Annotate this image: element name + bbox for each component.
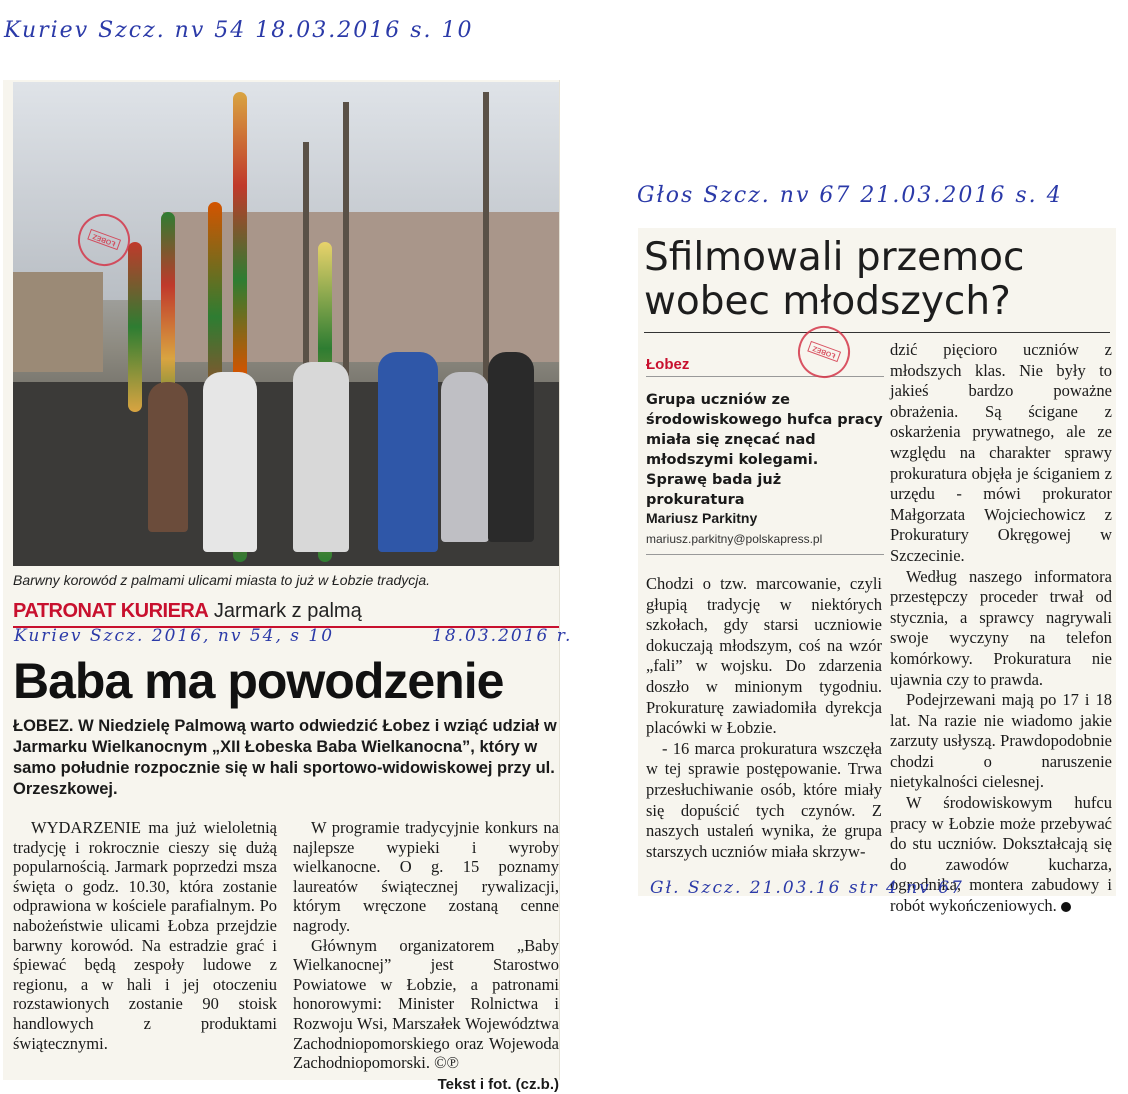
paragraph: dzić pięcioro uczniów z młodszych klas. Nie były to jakieś bardzo poważne obrażenia. Są ścigane z oskarżenia prywatnego, ale ze względu na charakter sprawy prokuratura objęła je ściganiem z urzędu - mówi prokurator Małgorzata Wojciechowicz z Prokuratury Okręgowej w Szczecinie. bbox=[890, 340, 1112, 565]
patronat-topic: Jarmark z palmą bbox=[208, 600, 362, 622]
clipping-glos bbox=[638, 228, 1116, 916]
clipping-kurier bbox=[3, 80, 560, 1093]
paragraph: Podejrzewani mają po 17 i 18 lat. Na razie nie wiadomo jakie zarzuty usłyszą. Prawdopodobnie chodzi o naruszenie nietykalności cielesnej. bbox=[890, 690, 1112, 792]
paragraph: W programie tradycyjnie konkurs na najlepsze wypieki i wyroby wielkanocne. O g. 15 poznamy laureatów świątecznej rywalizacji, którym wręczone zostaną cenne nagrody. bbox=[293, 818, 559, 935]
palm-procession-photo bbox=[13, 82, 559, 566]
paragraph bbox=[890, 793, 1112, 917]
paragraph-text: W środowiskowym hufcu pracy w Łobzie może przebywać do stu uczniów. Dokształcają się do zawodów kucharza, ogrodnika, montera zabudowy i robót wykończeniowych. bbox=[890, 793, 1112, 916]
author-name: Mariusz Parkitny bbox=[646, 510, 758, 526]
paragraph: Chodzi o tzw. marcowanie, czyli głupią tradycję w niektórych szkołach, gdy starsi uczniowie dokuczają młodszym, coś na wzór „fali” w wojsku. Do zdarzenia doszło w minionym tygodniu. Prokuraturę zawiadomiła dyrekcja placówki w Łobzie. bbox=[646, 574, 882, 738]
article-column bbox=[293, 818, 559, 1094]
handwritten-source-note: Głos Szcz. nv 67 21.03.2016 s. 4 bbox=[637, 183, 1063, 208]
article-column bbox=[890, 340, 1112, 917]
library-stamp: ŁOBEZ bbox=[71, 207, 138, 274]
divider bbox=[644, 332, 1110, 333]
paragraph: - 16 marca prokuratura wszczęła w tej sprawie postępowanie. Trwa przesłuchiwanie osób, które miały się dopuścić tych czynów. Z naszych ustaleń wynika, że grupa starszych uczniów miała skrzyw- bbox=[646, 738, 882, 861]
article-lead: ŁOBEZ. W Niedzielę Palmową warto odwiedzić Łobez i wziąć udział w Jarmarku Wielkanocnym „XII Łobeska Baba Wielkanocna”, który w samo południe rozpocznie się w hali sportowo-widowiskowej przy ul. Orzeszkowej. bbox=[13, 717, 557, 798]
author-email: mariusz.parkitny@polskapress.pl bbox=[646, 532, 823, 546]
section-label: Łobez bbox=[646, 356, 690, 373]
article-headline: Sfilmowali przemoc wobec młodszych? bbox=[644, 235, 1025, 324]
patronat-label: PATRONAT KURIERA bbox=[13, 600, 209, 622]
end-mark-icon bbox=[1061, 902, 1071, 912]
handwritten-source-note: Kuriev Szcz. nv 54 18.03.2016 s. 10 bbox=[4, 18, 474, 43]
paragraph: Według naszego informatora przestępczy proceder trwał od stycznia, a sprawcy nagrywali swoje wyczyny na telefon komórkowy. Prokuratura nie ujawnia czy to prawda. bbox=[890, 566, 1112, 689]
article-lead: Grupa uczniów ze środowiskowego hufca pracy miała się znęcać nad młodszymi kolegami. Sprawę bada już prokuratura bbox=[646, 392, 883, 508]
handwritten-source-note: Kuriev Szcz. 2016, nv 54, s 10 bbox=[14, 626, 335, 646]
photo-caption: Barwny korowód z palmami ulicami miasta to już w Łobzie tradycja. bbox=[13, 572, 431, 588]
article-headline: Baba ma powodzenie bbox=[13, 653, 504, 709]
handwritten-source-note: Gł. Szcz. 21.03.16 str 4 nv 67 bbox=[650, 878, 964, 898]
handwritten-date-note: 18.03.2016 r. bbox=[432, 626, 573, 646]
article-column bbox=[13, 818, 277, 1053]
patronat-line bbox=[13, 600, 362, 623]
divider bbox=[646, 554, 884, 555]
article-column bbox=[646, 574, 882, 862]
library-stamp: ŁOBEZ bbox=[791, 319, 858, 386]
divider bbox=[646, 376, 884, 377]
paragraph: Głównym organizatorem „Baby Wielkanocnej” jest Starostwo Powiatowe w Łobzie, a patronami honorowymi: Minister Rolnictwa i Rozwoju Wsi, Marszałek Województwa Zachodniopomorskiego oraz Wojewoda Zachodniopomorski. ©℗ bbox=[293, 935, 559, 1073]
paragraph: WYDARZENIE ma już wieloletnią tradycję i rokrocznie cieszy się dużą popularnością. Jarmark poprzedzi msza święta o godz. 10.30, która zostanie odprawiona w kościele parafialnym. Po nabożeństwie ulicami Łobza przejdzie barwny korowód. Na estradzie grać i śpiewać będą zespoły ludowe z regionu, a w hali i jej otoczeniu rozstawionych zostanie 90 stoisk handlowych z produktami świątecznymi. bbox=[13, 818, 277, 1053]
byline: Tekst i fot. (cz.b.) bbox=[437, 1075, 559, 1093]
